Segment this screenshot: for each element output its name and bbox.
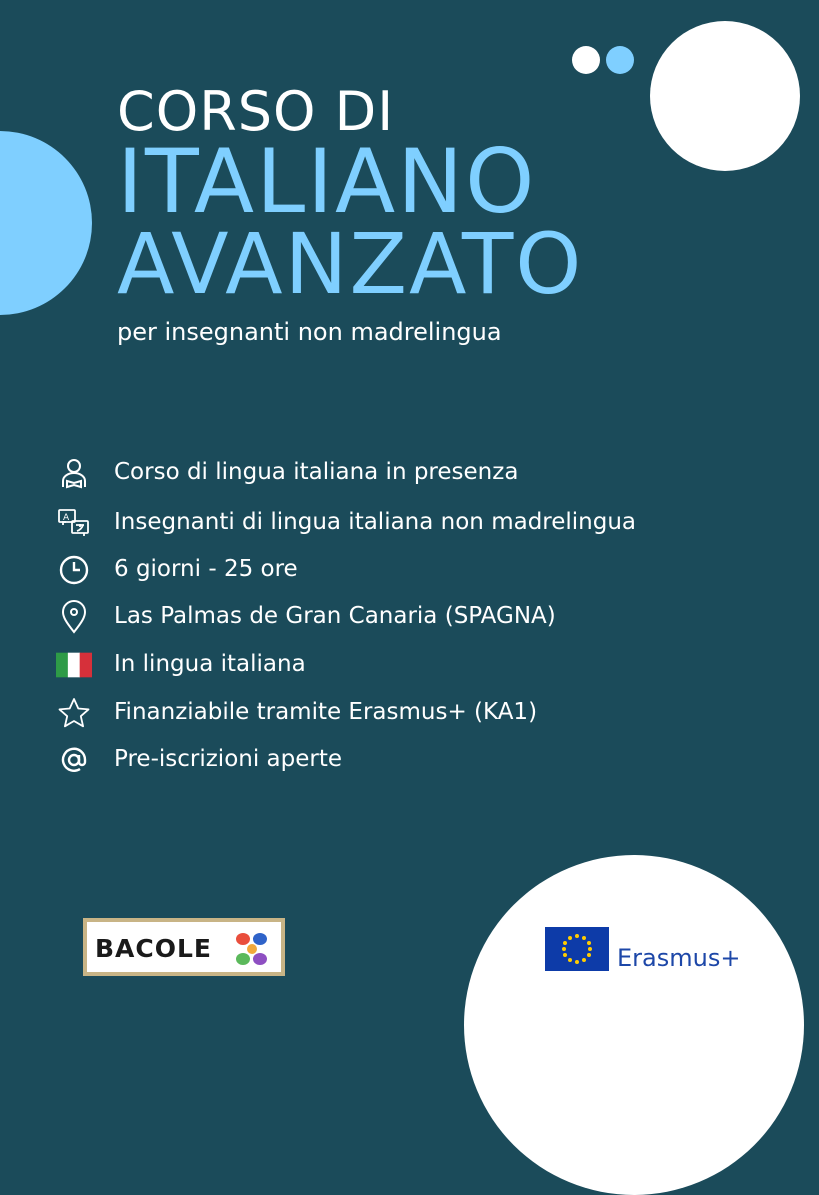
feature-item-in-person (0, 453, 819, 493)
translate-icon (56, 507, 92, 539)
feature-text: Insegnanti di lingua italiana non madrelingua (114, 509, 637, 535)
feature-text: Corso di lingua italiana in presenza (114, 459, 519, 485)
decorative-circle-left (0, 131, 92, 315)
feature-text: Pre-iscrizioni aperte (114, 746, 343, 772)
erasmus-logo-text: Erasmus+ (617, 944, 741, 972)
eu-flag-icon (545, 927, 609, 971)
location-pin-icon (56, 601, 92, 633)
feature-text: Las Palmas de Gran Canaria (SPAGNA) (114, 603, 556, 629)
feature-text: 6 giorni - 25 ore (114, 556, 298, 582)
at-sign-icon (56, 744, 92, 776)
bacole-logo-text: BACOLE (95, 934, 213, 963)
decorative-dot-blue (606, 46, 634, 74)
decorative-dot-white (572, 46, 600, 74)
decorative-circle-top-right (650, 21, 800, 171)
feature-item-duration (0, 550, 819, 590)
feature-item-funding (0, 693, 819, 733)
feature-item-teachers (0, 503, 819, 543)
title-line-corso-di: CORSO DI (117, 80, 395, 143)
person-book-icon (56, 457, 92, 489)
star-icon (56, 697, 92, 729)
decorative-circle-bottom (464, 855, 804, 1195)
bacole-logo (83, 918, 285, 976)
bacole-dots-icon (233, 930, 275, 968)
feature-item-language (0, 645, 819, 685)
subtitle: per insegnanti non madrelingua (117, 318, 502, 346)
clock-icon (56, 554, 92, 586)
title-line-italiano: ITALIANO (117, 130, 537, 233)
title-line-avanzato: AVANZATO (117, 215, 584, 313)
feature-item-location (0, 597, 819, 637)
italy-flag-icon (56, 649, 92, 681)
feature-item-registration (0, 740, 819, 780)
svg-text:A: A (63, 513, 70, 523)
feature-text: In lingua italiana (114, 651, 306, 677)
feature-text: Finanziabile tramite Erasmus+ (KA1) (114, 699, 538, 725)
